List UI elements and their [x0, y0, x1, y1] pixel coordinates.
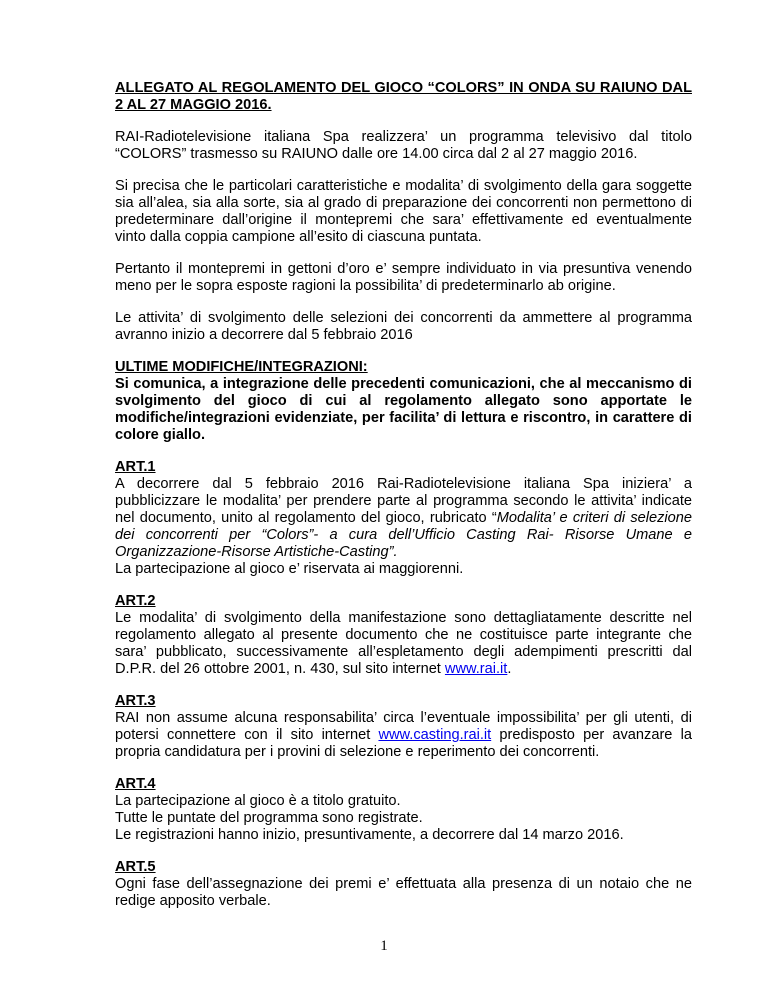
modifiche-section — [115, 359, 692, 444]
art3-heading: ART.3 — [115, 693, 156, 709]
art3-body: RAI non assume alcuna responsabilita’ circa l’eventuale impossibilita’ per gli utenti, di potersi connettere con il sito internet — [115, 710, 692, 743]
modifiche-text: Si comunica, a integrazione delle precedenti comunicazioni, che al meccanismo di svolgimento del gioco di cui al regolamento allegato sono apportate le modifiche/integrazioni evidenziate, per facilita’ di lettura e riscontro, in carattere di colore giallo. — [115, 376, 692, 443]
art4-section — [115, 776, 692, 844]
intro-paragraph: RAI-Radiotelevisione italiana Spa realizzera’ un programma televisivo dal titolo “COLORS” trasmesso su RAIUNO dalle ore 14.00 circa dal 2 al 27 maggio 2016. — [115, 129, 692, 162]
art1-section — [115, 459, 692, 578]
art2-body: Le modalita’ di svolgimento della manifestazione sono dettagliatamente descritte nel regolamento allegato al presente documento che ne costituisce parte integrante che sara’ pubblicato, successivamente all’espletamento degli adempimenti prescritti dal D.P.R. del 26 ottobre 2001, n. 430, sul sito internet — [115, 610, 692, 677]
art1-text-a: A decorrere dal 5 febbraio 2016 Rai-Radiotelevisione italiana Spa iniziera’ a pubblicizzare le modalita’ per prendere parte al programma secondo le attivita’ indicate nel documento, unito al regolamento del gioco, rubricato “ — [115, 476, 692, 526]
art5-text: Ogni fase dell’assegnazione dei premi e’ effettuata alla presenza di un notaio che ne redige apposito verbale. — [115, 876, 692, 909]
rai-link[interactable]: www.rai.it — [444, 661, 508, 677]
art4-line: La partecipazione al gioco è a titolo gratuito. — [115, 793, 401, 809]
art1-text — [115, 476, 692, 561]
art3-tail: predisposto per avanzare la propria candidatura per i provini di selezione e reperimento dei concorrenti. — [115, 727, 693, 760]
art3-section — [115, 693, 692, 761]
casting-link[interactable]: www.casting.rai.it — [378, 727, 492, 743]
page-number: 1 — [380, 938, 388, 954]
montepremi-paragraph: Pertanto il montepremi in gettoni d’oro e’ sempre individuato in via presuntiva venendo meno per le sopra esposte ragioni la possibilita’ di predeterminarlo ab origine. — [115, 261, 692, 294]
art1-text-b: La partecipazione al gioco e’ riservata ai maggiorenni. — [115, 561, 464, 577]
art1-text-italic: Modalita’ e criteri di selezione dei concorrenti per “Colors”- a cura dell’Ufficio Casting Rai- Risorse Umane e Organizzazione-Risorse Artistiche-Casting”. — [115, 510, 692, 560]
art2-heading: ART.2 — [115, 593, 156, 609]
modifiche-heading: ULTIME MODIFICHE/INTEGRAZIONI: — [115, 359, 368, 375]
art3-text — [115, 710, 692, 761]
document-page — [115, 70, 692, 925]
selezioni-paragraph: Le attivita’ di svolgimento delle selezioni dei concorrenti da ammettere al programma avranno inizio a decorrere dal 5 febbraio 2016 — [115, 310, 692, 343]
alea-paragraph: Si precisa che le particolari caratteristiche e modalita’ di svolgimento della gara soggette sia all’alea, sia alla sorte, sia al grado di preparazione dei concorrenti non permettono di predeterminare dall’origine il montepremi che sara’ effettivamente ed eventualmente vinto dalla coppia campione all’esito di ciascuna puntata. — [115, 178, 692, 245]
art5-heading: ART.5 — [115, 859, 156, 875]
art4-line: Tutte le puntate del programma sono registrate. — [115, 810, 423, 826]
art4-line: Le registrazioni hanno inizio, presuntivamente, a decorrere dal 14 marzo 2016. — [115, 827, 624, 843]
art2-text — [115, 610, 692, 678]
art5-section — [115, 859, 692, 910]
document-title: ALLEGATO AL REGOLAMENTO DEL GIOCO “COLORS” IN ONDA SU RAIUNO DAL 2 AL 27 MAGGIO 2016. — [115, 80, 692, 113]
art4-heading: ART.4 — [115, 776, 156, 792]
art2-section — [115, 593, 692, 678]
art2-tail: . — [507, 661, 512, 677]
art1-heading: ART.1 — [115, 459, 156, 475]
